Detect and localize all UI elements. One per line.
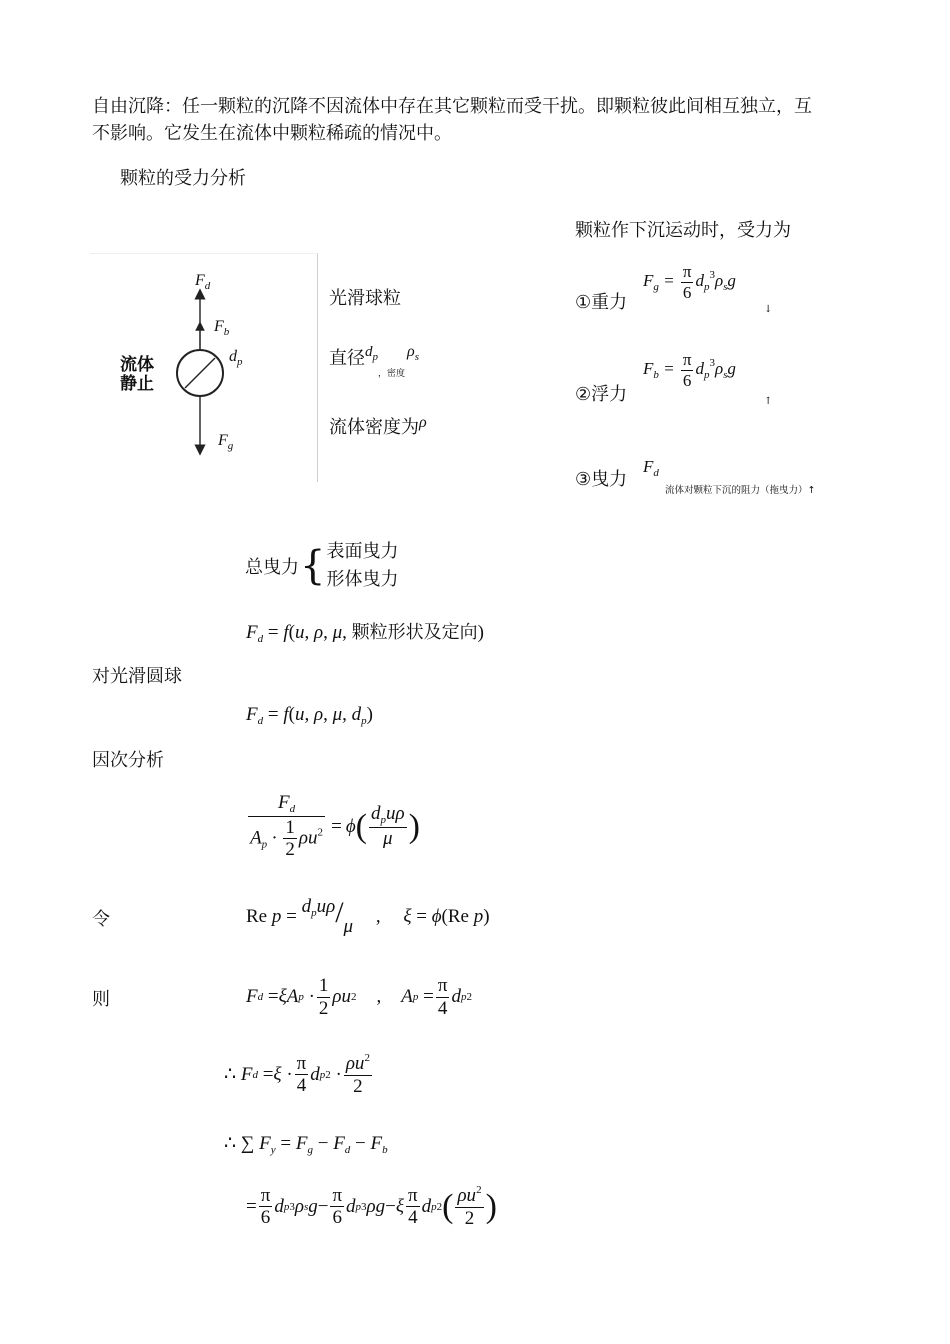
diameter-row: 直径$d_{p,密度}\rho_s$ — [329, 343, 419, 379]
density-small-text: ，密度 — [378, 369, 406, 379]
dim-analysis-formula: $F_d$ $A_p$ · $\frac{1}{2}$ $\rho u^2$ = ϕ ( $\frac{d_pu\rho}{\mu}$ ) — [246, 792, 420, 861]
dp-label: $d_p$ — [229, 348, 243, 368]
buoyancy-label: ②浮力 — [575, 384, 628, 405]
fd-label: $F_d$ — [195, 272, 211, 292]
dim-analysis-heading: 因次分析 — [92, 750, 164, 771]
down-arrow: ↓ — [764, 304, 773, 315]
intro-line-1: 自由沉降：任一颗粒的沉降不因流体中存在其它颗粒而受干扰。即颗粒彼此间相互独立，互 — [92, 96, 812, 117]
total-drag-label: 总曳力 — [245, 557, 299, 578]
fluid-label-line-1: 流体 — [120, 355, 154, 375]
intro-line-2: 不影响。它发生在流体中颗粒稀疏的情况中。 — [92, 123, 452, 144]
drag-function-sphere: $F_d = f(u$, ρ, μ, $d_p$) — [246, 704, 373, 727]
fluid-density-row: 流体密度为ρ — [329, 414, 427, 438]
smooth-sphere-heading: 对光滑圆球 — [92, 666, 182, 687]
fg-label: $F_g$ — [218, 432, 234, 452]
drag-equation: F d = ξA p · $\frac{1}{2}$ ρu 2 , A p = $\frac{\pi}{4}$ d p 2 — [246, 975, 472, 1019]
total-drag-block — [245, 538, 398, 594]
let-label: 令 — [92, 909, 110, 930]
drag-function-general: $F_d = f(u$, ρ, μ, 颗粒形状及定向) — [246, 622, 484, 645]
force-sum: ∴ ∑ $F_y = F_g - F_d - F_b$ — [224, 1133, 388, 1156]
drag-symbol: $F_d$ — [643, 457, 659, 479]
gravity-label: ①重力 — [575, 292, 628, 313]
form-drag: 形体曳力 — [326, 569, 399, 590]
up-arrow: ↑ — [764, 396, 773, 407]
fluid-density-text: 流体密度为 — [329, 417, 419, 438]
drag-note: 流体对颗粒下沉的阻力（拖曳力）↑ — [665, 485, 816, 496]
fluid-static-label — [120, 356, 154, 394]
shape-orient-text: 颗粒形状及定向 — [351, 622, 478, 643]
drag-result: ∴ F d = ξ · $\frac{\pi}{4}$ d p 2 · $\frac{\rho u^2}{2}$ — [224, 1052, 370, 1097]
forces-intro: 颗粒作下沉运动时，受力为 — [575, 220, 791, 241]
therefore-symbol-1: ∴ — [224, 1064, 237, 1086]
fluid-label-line-2: 静止 — [120, 374, 154, 394]
gravity-formula: $F_g$ = $\frac{\pi}{6}$ $d_p^3\rho_sg$ — [643, 262, 736, 302]
therefore-symbol-2: ∴ — [224, 1133, 237, 1154]
surface-drag: 表面曳力 — [326, 541, 399, 562]
then-label: 则 — [92, 989, 110, 1010]
force-diagram — [90, 253, 318, 482]
diameter-text: 直径 — [329, 348, 365, 369]
force-sum-expanded: = $\frac{\pi}{6}$ d p 3 ρ s g − $\frac{\pi}{6}$ d p 3 ρg − ξ $\frac{\pi}{4}$ d p 2 ( $\frac{\rho u^2}{2}$ ) — [246, 1184, 497, 1229]
brace: { — [300, 543, 326, 589]
buoyancy-formula: $F_b$ = $\frac{\pi}{6}$ $d_p^3\rho_sg$ — [643, 350, 736, 390]
fb-label: $F_b$ — [214, 318, 230, 338]
section-title: 颗粒的受力分析 — [120, 168, 246, 189]
reynolds-definition: Re $p = d_pu\rho/\mu$ , ξ = ϕ(Re p) — [246, 896, 490, 937]
drag-label: ③曳力 — [575, 469, 628, 490]
smooth-sphere-text: 光滑球粒 — [329, 288, 401, 309]
